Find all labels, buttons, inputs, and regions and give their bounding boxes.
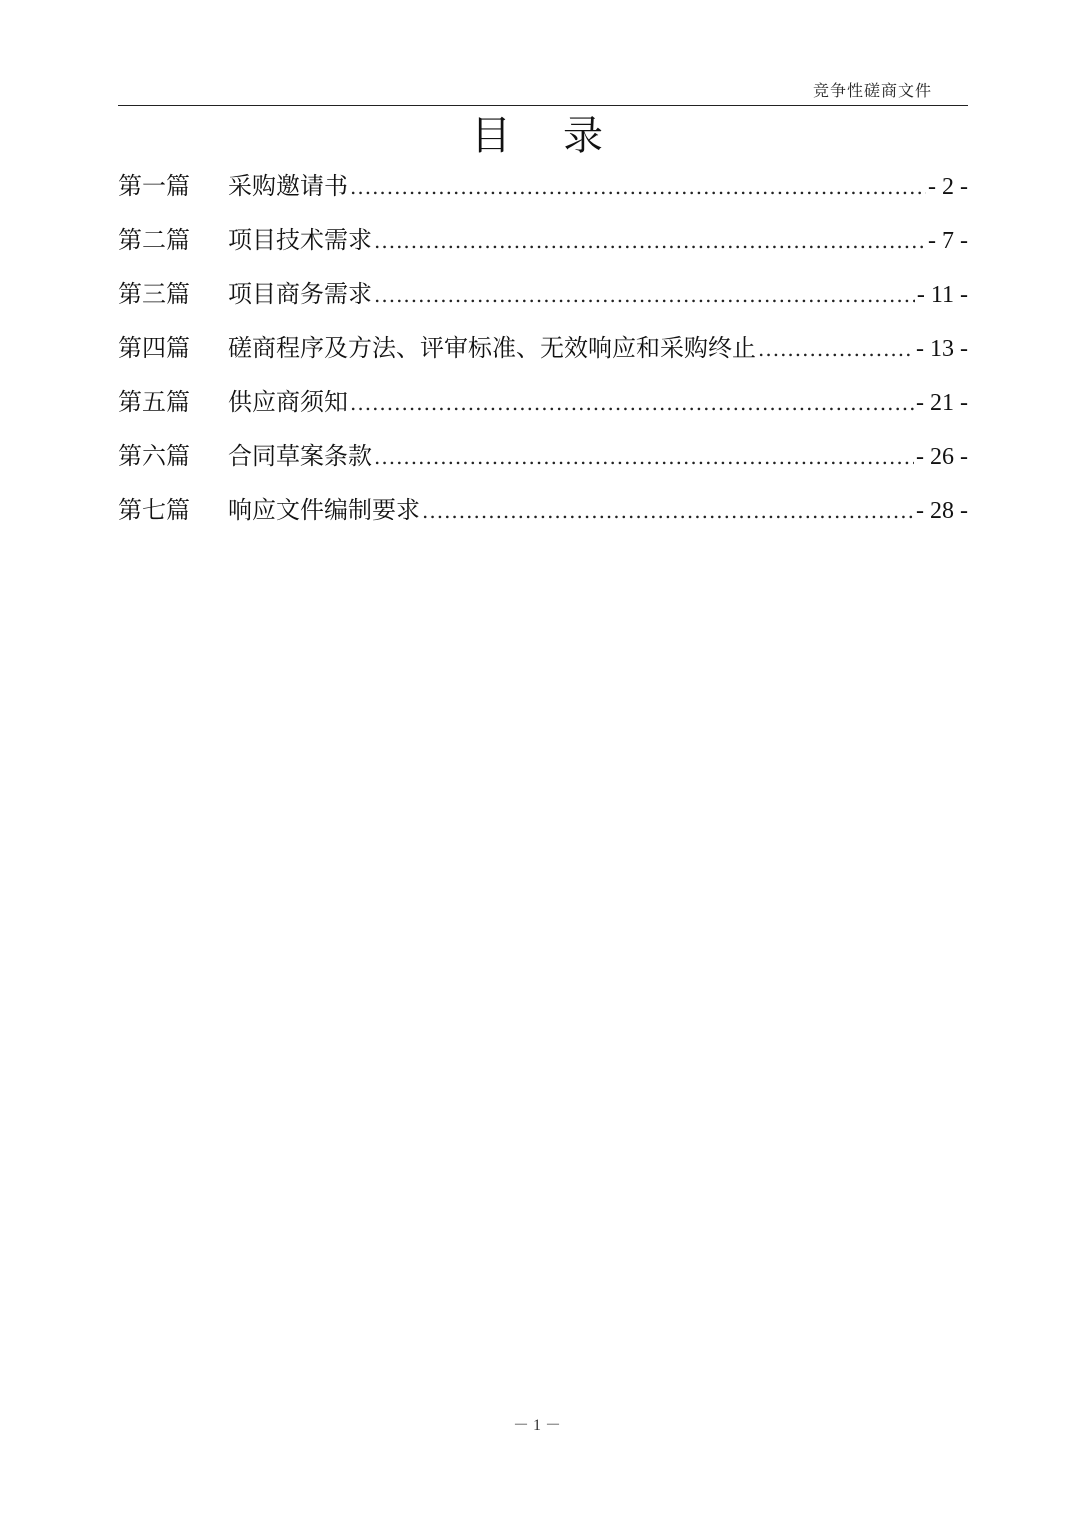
toc-entry-label: 磋商程序及方法、评审标准、无效响应和采购终止 [228,334,756,362]
toc-entry-number: 第六篇 [118,442,190,470]
toc-leader-dots [758,327,914,371]
footer-page-number: － 1 － [512,1417,561,1434]
toc-list [118,164,968,542]
toc-entry-4[interactable] [118,326,968,380]
toc-leader-dots [374,273,915,317]
toc-entry-label: 项目技术需求 [228,226,372,254]
toc-leader-dots [422,489,914,533]
toc-entry-3[interactable] [118,272,968,326]
toc-entry-6[interactable] [118,434,968,488]
toc-entry-page: - 26 - [916,444,968,470]
toc-entry-number: 第三篇 [118,280,190,308]
toc-entry-label: 响应文件编制要求 [228,496,420,524]
toc-entry-page: - 2 - [928,174,968,200]
toc-entry-label: 采购邀请书 [228,172,348,200]
toc-entry-label: 项目商务需求 [228,280,372,308]
toc-entry-page: - 7 - [928,228,968,254]
toc-entry-number: 第一篇 [118,172,190,200]
toc-entry-page: - 13 - [916,336,968,362]
toc-entry-number: 第七篇 [118,496,190,524]
running-header: 竞争性磋商文件 [812,81,932,100]
toc-entry-label: 合同草案条款 [228,442,372,470]
toc-entry-1[interactable] [118,164,968,218]
toc-entry-7[interactable] [118,488,968,542]
toc-entry-page: - 21 - [916,390,968,416]
toc-entry-5[interactable] [118,380,968,434]
toc-entry-2[interactable] [118,218,968,272]
toc-leader-dots [374,435,914,479]
toc-entry-page: - 28 - [916,498,968,524]
toc-entry-number: 第四篇 [118,334,190,362]
toc-entry-number: 第五篇 [118,388,190,416]
toc-leader-dots [374,219,926,263]
toc-leader-dots [350,165,926,209]
toc-title-char-1: 目 [471,113,511,159]
toc-entry-number: 第二篇 [118,226,190,254]
toc-entry-page: - 11 - [916,282,968,308]
toc-entry-label: 供应商须知 [228,388,348,416]
toc-leader-dots [350,381,914,425]
toc-title-char-2: 录 [563,113,603,159]
toc-title [0,104,1074,161]
